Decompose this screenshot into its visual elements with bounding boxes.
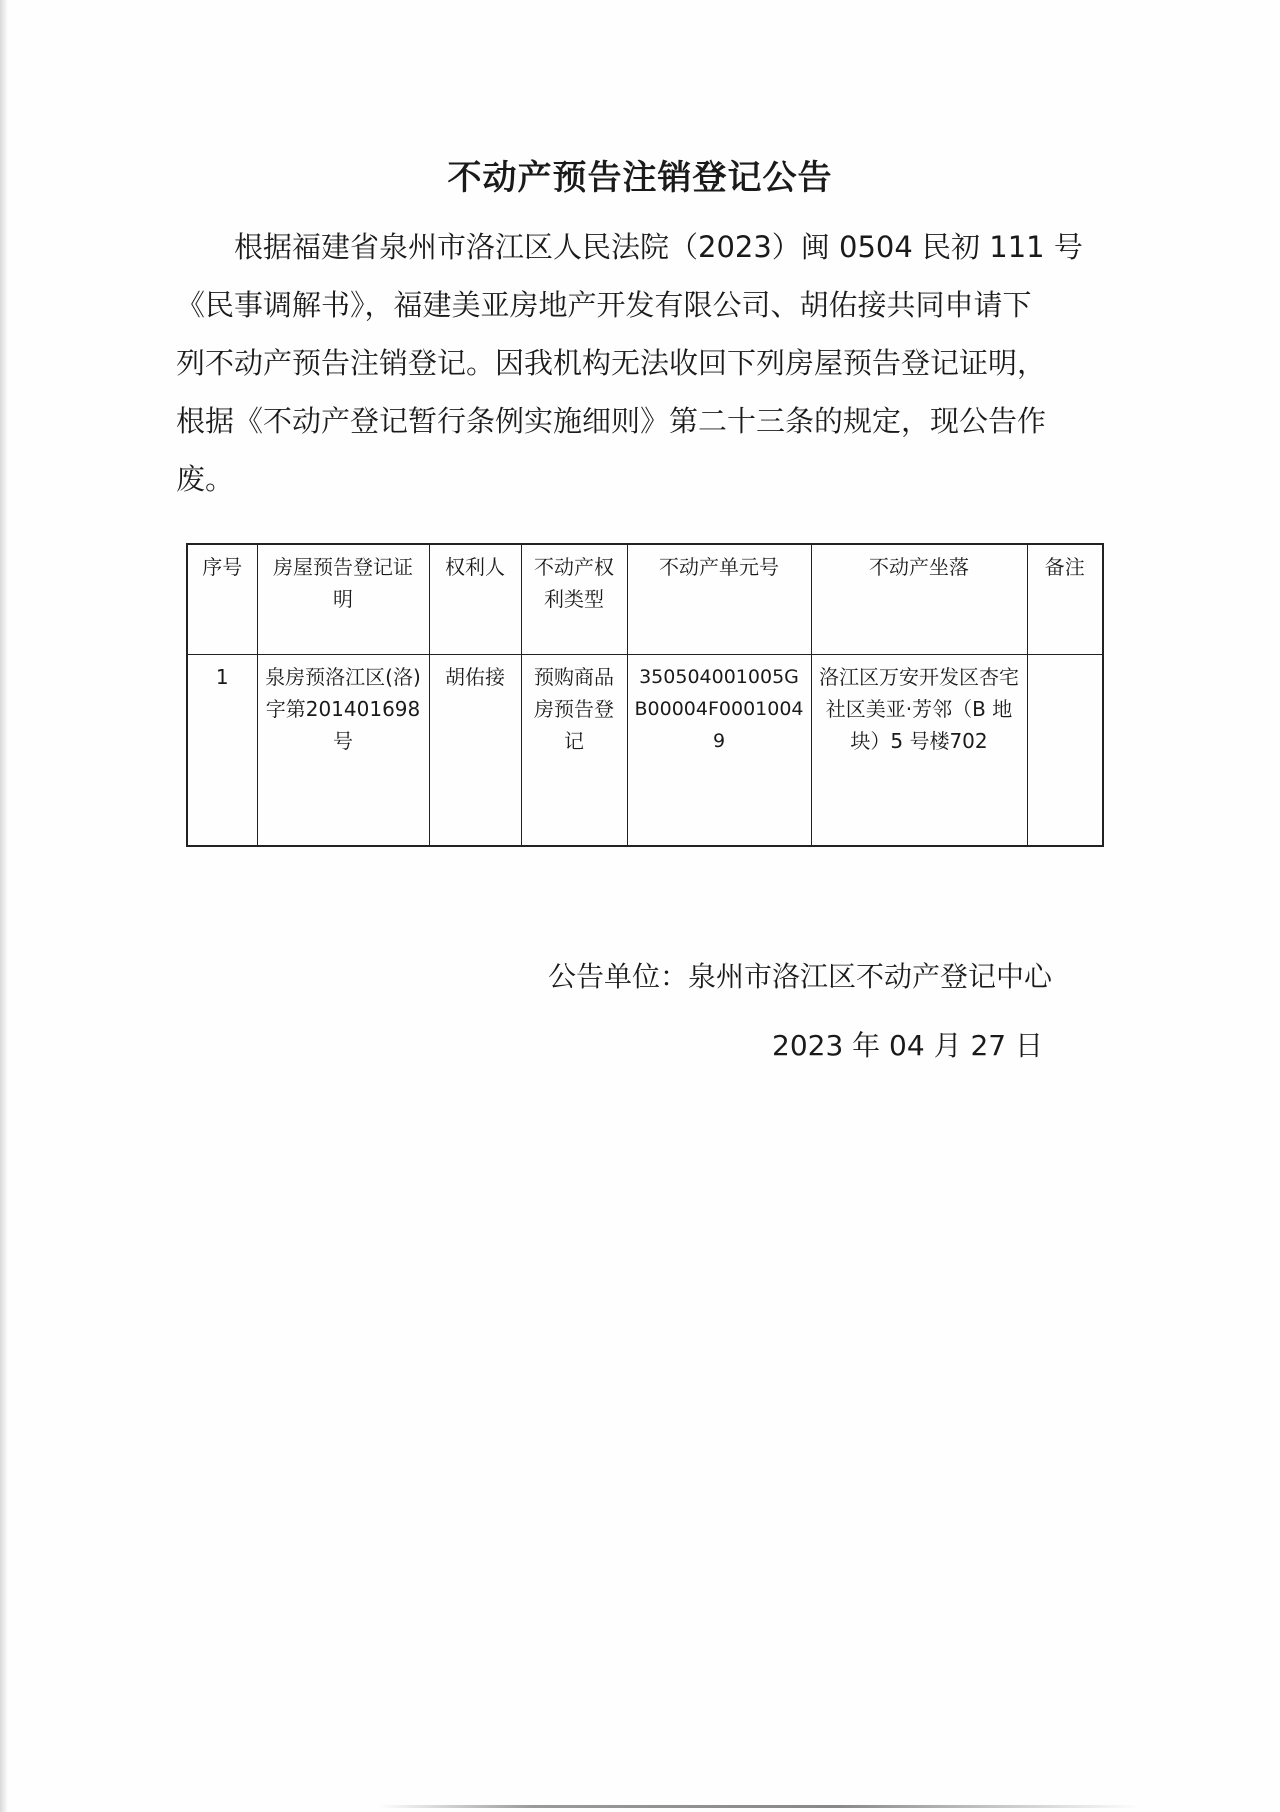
cell-location: 洛江区万安开发区杏宅社区美亚·芳邻（B 地块）5 号楼702	[811, 654, 1027, 846]
column-header-location: 不动产坐落	[811, 544, 1027, 654]
column-header-remark: 备注	[1027, 544, 1103, 654]
cell-remark	[1027, 654, 1103, 846]
cell-unit-no: 350504001005GB00004F00010049	[627, 654, 811, 846]
column-header-index: 序号	[187, 544, 257, 654]
registration-table	[186, 543, 1104, 847]
table-header-row	[187, 544, 1103, 654]
cell-right-type: 预购商品房预告登记	[521, 654, 627, 846]
document-title: 不动产预告注销登记公告	[447, 158, 833, 198]
body-line: 列不动产预告注销登记。因我机构无法收回下列房屋预告登记证明，	[176, 346, 1047, 380]
column-header-right-type: 不动产权利类型	[521, 544, 627, 654]
body-line: 根据《不动产登记暂行条例实施细则》第二十三条的规定，现公告作	[176, 404, 1047, 438]
issue-date: 2023 年 04 月 27 日	[772, 1029, 1044, 1062]
body-line: 废。	[176, 462, 235, 496]
column-header-holder: 权利人	[429, 544, 521, 654]
scan-edge-shadow	[0, 0, 8, 1812]
cell-index: 1	[187, 654, 257, 846]
body-line: 《民事调解书》，福建美亚房地产开发有限公司、胡佑接共同申请下	[176, 288, 1032, 322]
scan-artifact-line	[380, 1805, 1140, 1808]
body-line: 根据福建省泉州市洛江区人民法院（2023）闽 0504 民初 111 号	[234, 230, 1083, 264]
column-header-unit-no: 不动产单元号	[627, 544, 811, 654]
announcement-body	[176, 218, 1096, 508]
issuing-unit: 公告单位：泉州市洛江区不动产登记中心	[548, 960, 1053, 993]
cell-certificate: 泉房预洛江区(洛)字第201401698 号	[257, 654, 429, 846]
table-row	[187, 654, 1103, 846]
column-header-certificate: 房屋预告登记证明	[257, 544, 429, 654]
cell-holder: 胡佑接	[429, 654, 521, 846]
